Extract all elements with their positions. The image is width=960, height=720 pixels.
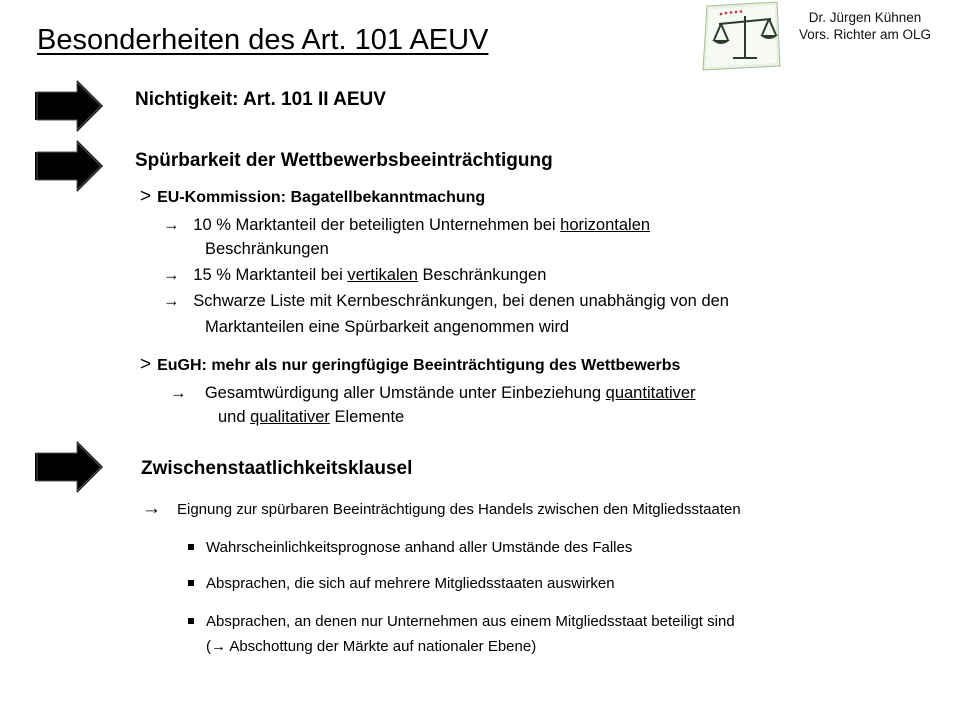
right-arrow-icon <box>35 140 105 192</box>
emphasis-text: qualitativer <box>250 408 330 426</box>
bullet-text: Wahrscheinlichkeitsprognose anhand aller Umstände des Falles <box>206 539 633 556</box>
intro-text: Eignung zur spürbaren Beeinträchtigung des Handels zwischen den Mitgliedsstaaten <box>177 501 741 518</box>
emphasis-text: quantitativer <box>605 384 696 402</box>
marker: > <box>140 186 152 207</box>
bullet-text: Absprachen, die sich auf mehrere Mitgliedsstaaten auswirken <box>206 575 615 592</box>
list-item <box>163 292 729 311</box>
bullet-icon <box>188 544 194 550</box>
subheading-label: EuGH: mehr als nur geringfügige Beeinträchtigung des Wettbewerbs <box>157 357 681 374</box>
right-arrow-icon <box>35 80 105 132</box>
list-item <box>163 266 546 285</box>
item-text: Schwarze Liste mit Kernbeschränkungen, bei denen unabhängig von den <box>193 292 729 310</box>
subheading-eugh <box>140 354 680 376</box>
intro-line <box>142 498 741 520</box>
item-continuation: Marktanteilen eine Spürbarkeit angenommen wird <box>205 318 570 336</box>
right-arrow-icon <box>35 441 105 493</box>
bullet-text: Absprachen, an denen nur Unternehmen aus einem Mitgliedsstaat beteiligt sind <box>206 613 735 630</box>
item-text: 10 % Marktanteil der beteiligten Unternehmen bei <box>193 216 561 234</box>
heading-nichtigkeit: Nichtigkeit: Art. 101 II AEUV <box>135 89 386 110</box>
bullet-item <box>188 539 632 556</box>
arrow-marker: → <box>163 216 180 234</box>
bullet-icon <box>188 618 194 624</box>
item-continuation: Beschränkungen <box>205 240 329 258</box>
bullet-item <box>188 575 615 592</box>
item-continuation <box>218 408 404 427</box>
heading-spuerbarkeit: Spürbarkeit der Wettbewerbsbeeinträchtigung <box>135 150 553 171</box>
arrow-marker: → <box>163 266 180 284</box>
scales-of-justice-icon <box>697 0 782 72</box>
list-item <box>170 384 696 403</box>
emphasis-text: horizontalen <box>560 216 651 234</box>
author-name: Dr. Jürgen Kühnen <box>808 10 922 25</box>
subheading-eu-kommission <box>140 186 485 208</box>
emphasis-text: vertikalen <box>347 266 418 284</box>
bullet-continuation: (→ Abschottung der Märkte auf nationaler Ebene) <box>206 638 537 655</box>
item-text: Elemente <box>329 408 405 426</box>
list-item <box>163 216 650 235</box>
page-title: Besonderheiten des Art. 101 AEUV <box>37 24 489 56</box>
bullet-icon <box>188 580 194 586</box>
author-block <box>780 9 950 43</box>
heading-zwischenstaatlichkeit: Zwischenstaatlichkeitsklausel <box>141 458 413 479</box>
item-text: und <box>218 408 251 426</box>
item-text: Gesamtwürdigung aller Umstände unter Einbeziehung <box>204 384 606 402</box>
arrow-marker: → <box>170 384 187 402</box>
item-text: 15 % Marktanteil bei <box>193 266 348 284</box>
arrow-marker: → <box>163 292 180 310</box>
bullet-item <box>188 613 735 630</box>
marker: > <box>140 354 152 375</box>
subheading-label: EU-Kommission: Bagatellbekanntmachung <box>157 189 486 206</box>
arrow-marker: → <box>142 498 161 519</box>
author-title: Vors. Richter am OLG <box>798 27 932 42</box>
item-text: Beschränkungen <box>417 266 547 284</box>
